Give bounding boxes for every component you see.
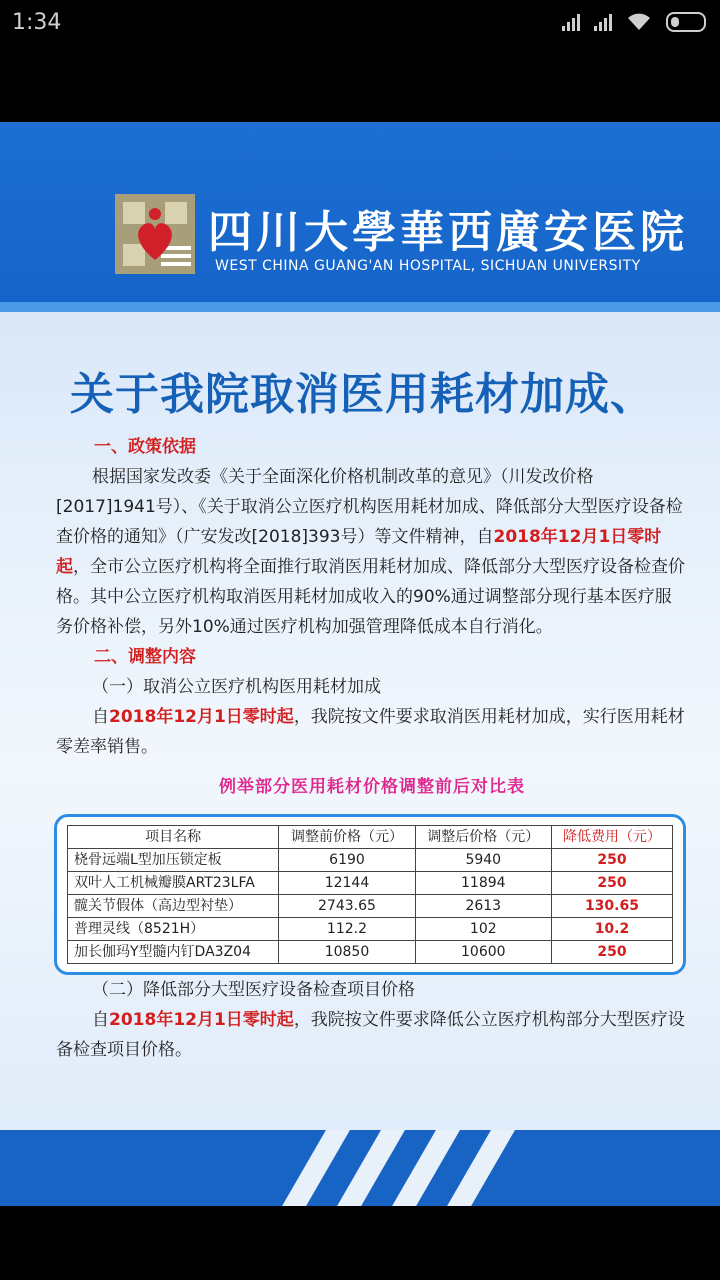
cell-item-name: 普理灵线（8521H） bbox=[68, 918, 279, 941]
navigation-bar bbox=[0, 1206, 720, 1280]
table-row bbox=[68, 872, 673, 895]
equipment-paragraph bbox=[56, 1005, 688, 1065]
cell-reduction: 250 bbox=[551, 941, 672, 964]
notice-title: 关于我院取消医用耗材加成、 bbox=[70, 369, 655, 420]
policy-text-b: ，全市公立医疗机构将全面推行取消医用耗材加成、降低部分大型医疗设备检查价格。其中公立医疗机构取消医用耗材加成收入的90%通过调整部分现行基本医疗服务价格补偿，另外10%通过医疗机构加强管理降低成本自行消化。 bbox=[56, 557, 685, 637]
consumables-paragraph bbox=[56, 702, 688, 762]
consumables-date-highlight: 2018年12月1日零时起 bbox=[109, 707, 294, 727]
header-price-before: 调整前价格（元） bbox=[279, 826, 415, 849]
equipment-date-highlight: 2018年12月1日零时起 bbox=[109, 1010, 294, 1030]
poster-image bbox=[0, 122, 720, 1206]
table-row bbox=[68, 895, 673, 918]
policy-paragraph bbox=[56, 462, 688, 642]
cell-price-after: 10600 bbox=[415, 941, 551, 964]
cell-price-after: 2613 bbox=[415, 895, 551, 918]
equipment-text-b: ，我院按文件要求降低公立医疗机构部分大型医疗设备检查项目价格。 bbox=[56, 1010, 685, 1060]
hospital-name-cn: 四川大學華西廣安医院 bbox=[208, 207, 688, 258]
cell-item-name: 桡骨远端L型加压锁定板 bbox=[68, 849, 279, 872]
cell-price-after: 102 bbox=[415, 918, 551, 941]
cell-price-before: 12144 bbox=[279, 872, 415, 895]
section-heading-adjustment: 二、调整内容 bbox=[94, 647, 196, 667]
hospital-banner bbox=[0, 122, 720, 302]
header-reduction: 降低费用（元） bbox=[551, 826, 672, 849]
price-comparison-table bbox=[67, 825, 673, 964]
battery-icon bbox=[666, 12, 706, 32]
header-item-name: 项目名称 bbox=[68, 826, 279, 849]
equipment-text-a: 自 bbox=[92, 1010, 109, 1030]
bottom-decoration bbox=[0, 1130, 720, 1206]
section-heading-policy: 一、政策依据 bbox=[94, 437, 196, 457]
status-bar bbox=[0, 0, 720, 50]
status-time: 1:34 bbox=[12, 10, 62, 35]
wifi-icon bbox=[626, 12, 652, 32]
cell-price-before: 6190 bbox=[279, 849, 415, 872]
policy-text-a: 根据国家发改委《关于全面深化价格机制改革的意见》（川发改价格[2017]1941号）、《关于取消公立医疗机构医用耗材加成、降低部分大型医疗设备检查价格的通知》（广安发改[2018]393号）等文件精神，自 bbox=[56, 467, 683, 547]
policy-date-highlight: 2018年12月1日零时起 bbox=[56, 527, 662, 577]
cell-price-before: 112.2 bbox=[279, 918, 415, 941]
cell-price-before: 10850 bbox=[279, 941, 415, 964]
cell-reduction: 10.2 bbox=[551, 918, 672, 941]
table-title: 例举部分医用耗材价格调整前后对比表 bbox=[219, 777, 525, 797]
table-row bbox=[68, 941, 673, 964]
cell-reduction: 250 bbox=[551, 849, 672, 872]
header-price-after: 调整后价格（元） bbox=[415, 826, 551, 849]
cell-price-after: 11894 bbox=[415, 872, 551, 895]
cell-item-name: 加长伽玛Y型髓内钉DA3Z04 bbox=[68, 941, 279, 964]
cell-item-name: 髋关节假体（高边型衬垫） bbox=[68, 895, 279, 918]
table-header-row bbox=[68, 826, 673, 849]
cell-item-name: 双叶人工机械瓣膜ART23LFA bbox=[68, 872, 279, 895]
table-row bbox=[68, 918, 673, 941]
subsection-equipment: （二）降低部分大型医疗设备检查项目价格 bbox=[92, 980, 415, 1000]
consumables-text-a: 自 bbox=[92, 707, 109, 727]
notice-body bbox=[56, 432, 688, 1065]
banner-stripe bbox=[0, 302, 720, 312]
consumables-text-b: ，我院按文件要求取消医用耗材加成，实行医用耗材零差率销售。 bbox=[56, 707, 685, 757]
table-row bbox=[68, 849, 673, 872]
signal-icon bbox=[562, 13, 580, 31]
signal-icon-2 bbox=[594, 13, 612, 31]
hospital-name-en: WEST CHINA GUANG'AN HOSPITAL, SICHUAN UNIVERSITY bbox=[215, 258, 641, 274]
subsection-consumables: （一）取消公立医疗机构医用耗材加成 bbox=[92, 677, 381, 697]
cell-reduction: 130.65 bbox=[551, 895, 672, 918]
cell-reduction: 250 bbox=[551, 872, 672, 895]
price-table-frame bbox=[54, 814, 686, 975]
cell-price-before: 2743.65 bbox=[279, 895, 415, 918]
hospital-logo-icon bbox=[115, 194, 195, 274]
cell-price-after: 5940 bbox=[415, 849, 551, 872]
status-icons bbox=[562, 12, 706, 32]
